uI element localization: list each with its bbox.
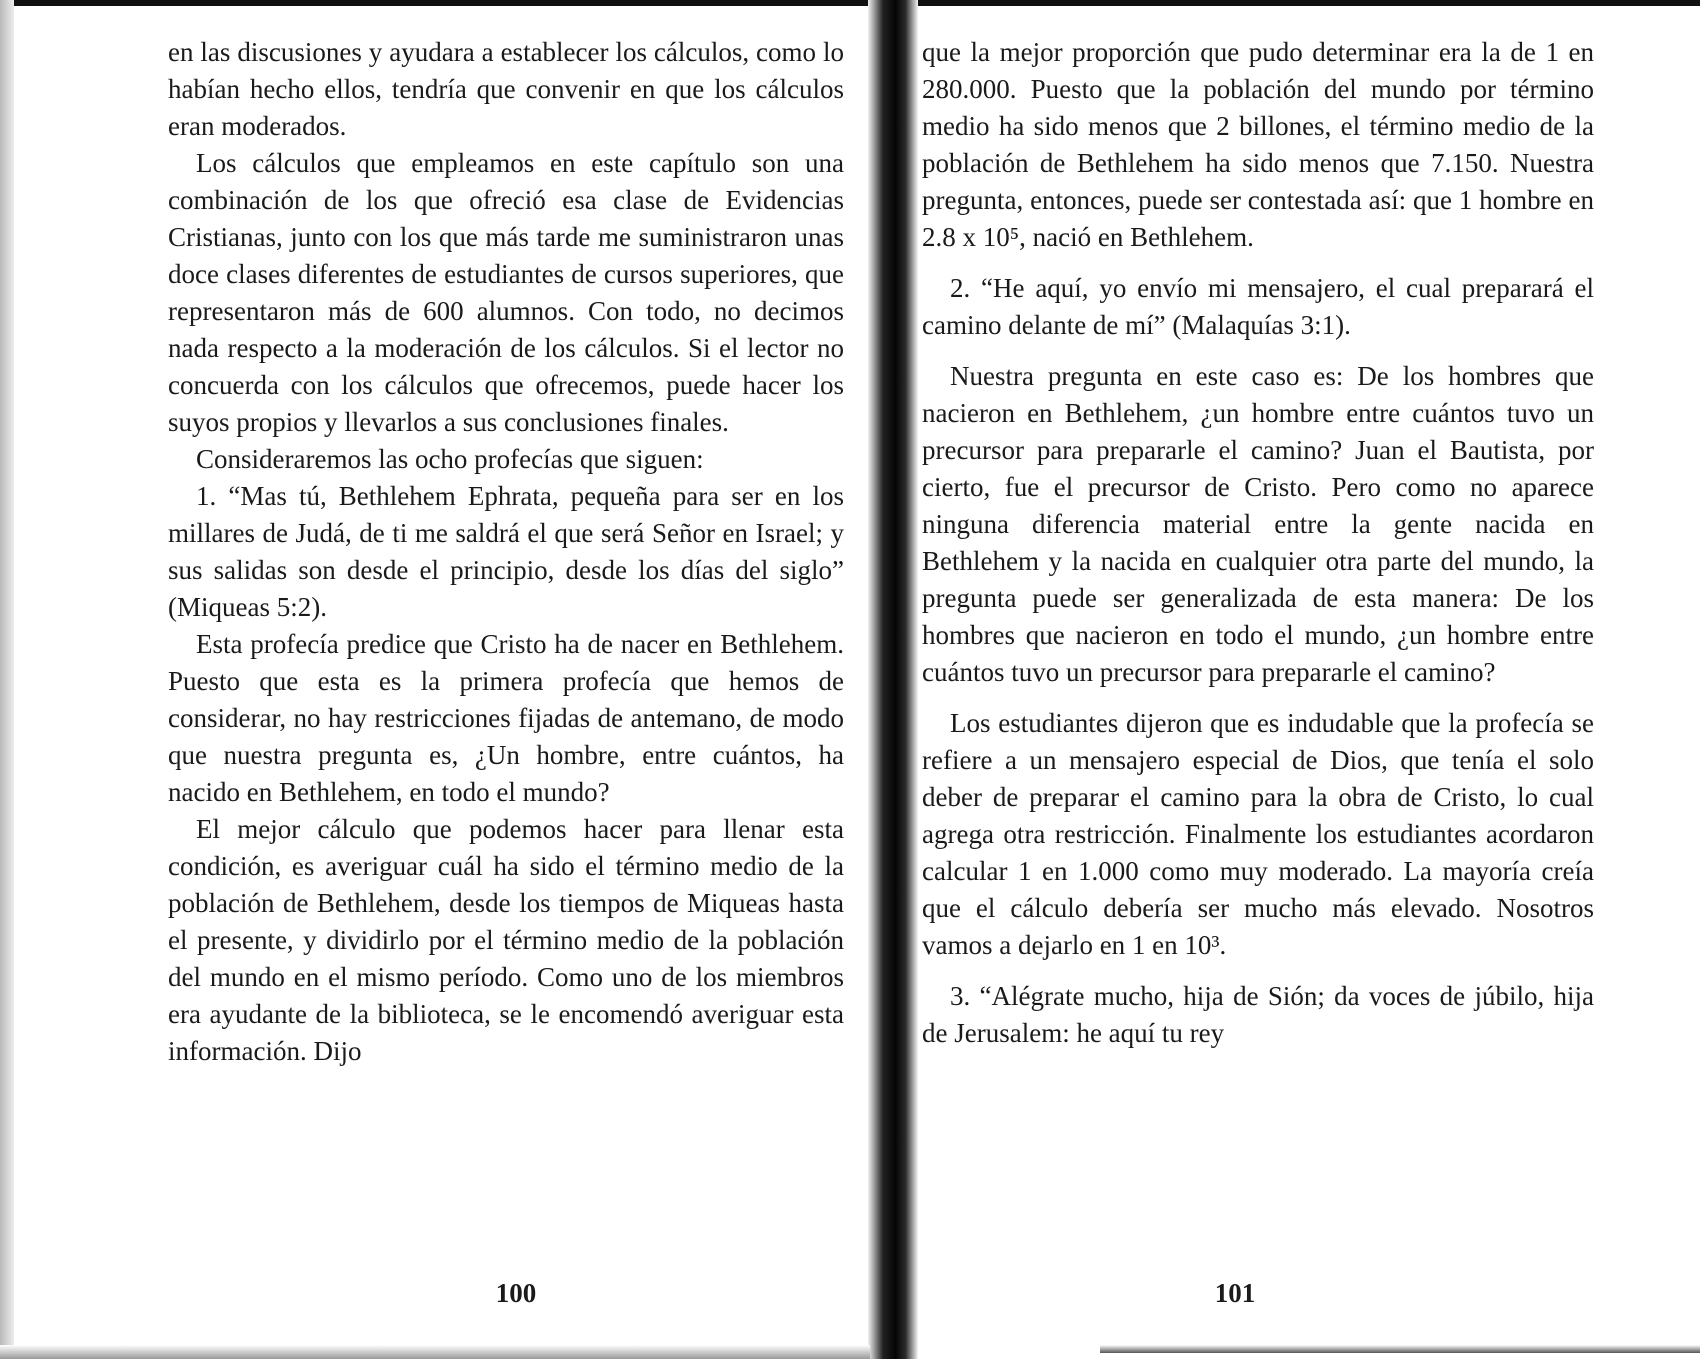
paragraph: Los cálculos que empleamos en este capítulo son una combinación de los que ofreció esa clase de Evidencias Cristianas, junto con los que más tarde me suministraron unas doce clases diferentes de estudiantes de cursos superiores, que representaron más de 600 alumnos. Con todo, no decimos nada respecto a la moderación de los cálculos. Si el lector no concuerda con los cálculos que ofrecemos, puede hacer los suyos propios y llevarlos a sus conclusiones finales. — [168, 148, 844, 437]
scan-top-edge — [0, 0, 1700, 6]
paragraph: 3. “Alégrate mucho, hija de Sión; da voces de júbilo, hija de Jerusalem: he aquí tu rey — [922, 981, 1594, 1048]
scan-left-edge — [0, 0, 14, 1359]
paragraph: 1. “Mas tú, Bethlehem Ephrata, pequeña para ser en los millares de Judá, de ti me saldrá el que será Señor en Israel; y sus salidas son desde el principio, desde los días del siglo” (Miqueas 5:2). — [168, 481, 844, 622]
paragraph: Consideraremos las ocho profecías que siguen: — [196, 444, 704, 474]
scan-bottom-edge-right — [1100, 1345, 1700, 1353]
paragraph: Los estudiantes dijeron que es indudable que la profecía se refiere a un mensajero especial de Dios, que tenía el solo deber de preparar el camino para la obra de Cristo, lo cual agrega otra restricción. Finalmente los estudiantes acordaron calcular 1 en 1.000 como muy moderado. La mayoría creía que el cálculo debería ser mucho más elevado. Nosotros vamos a dejarlo en 1 en 10³. — [922, 708, 1594, 960]
page-number-left: 100 — [495, 1278, 537, 1308]
scan-bottom-edge-left — [0, 1345, 870, 1359]
paragraph: Nuestra pregunta en este caso es: De los hombres que nacieron en Bethlehem, ¿un hombre entre cuántos tuvo un precursor para prepararle el camino? Juan el Bautista, por cierto, fue el precursor de Cristo. Pero como no aparece ninguna diferencia material entre la gente nacida en Bethlehem y la nacida en cualquier otra parte del mundo, la pregunta puede ser generalizada de esta manera: De los hombres que nacieron en todo el mundo, ¿un hombre entre cuántos tuvo un precursor para prepararle el camino? — [922, 361, 1594, 687]
left-page — [168, 34, 844, 1070]
book-gutter — [868, 0, 918, 1359]
paragraph: 2. “He aquí, yo envío mi mensajero, el cual preparará el camino delante de mí” (Malaquías 3:1). — [922, 273, 1594, 340]
page-number-right: 101 — [1214, 1278, 1256, 1308]
paragraph: que la mejor proporción que pudo determinar era la de 1 en 280.000. Puesto que la población del mundo por término medio ha sido menos que 2 billones, el término medio de la población de Bethlehem ha sido menos que 7.150. Nuestra pregunta, entonces, puede ser contestada así: que 1 hombre en 2.8 x 10⁵, nació en Bethlehem. — [922, 37, 1594, 252]
paragraph: El mejor cálculo que podemos hacer para llenar esta condición, es averiguar cuál ha sido el término medio de la población de Bethlehem, desde los tiempos de Miqueas hasta el presente, y dividirlo por el término medio de la población del mundo en el mismo período. Como uno de los miembros era ayudante de la biblioteca, se le encomendó averiguar esta información. Dijo — [168, 814, 844, 1066]
right-page — [922, 34, 1594, 1052]
paragraph: en las discusiones y ayudara a establecer los cálculos, como lo habían hecho ellos, tendría que convenir en que los cálculos eran moderados. — [168, 37, 844, 141]
paragraph: Esta profecía predice que Cristo ha de nacer en Bethlehem. Puesto que esta es la primera profecía que hemos de considerar, no hay restricciones fijadas de antemano, de modo que nuestra pregunta es, ¿Un hombre, entre cuántos, ha nacido en Bethlehem, en todo el mundo? — [168, 629, 844, 807]
